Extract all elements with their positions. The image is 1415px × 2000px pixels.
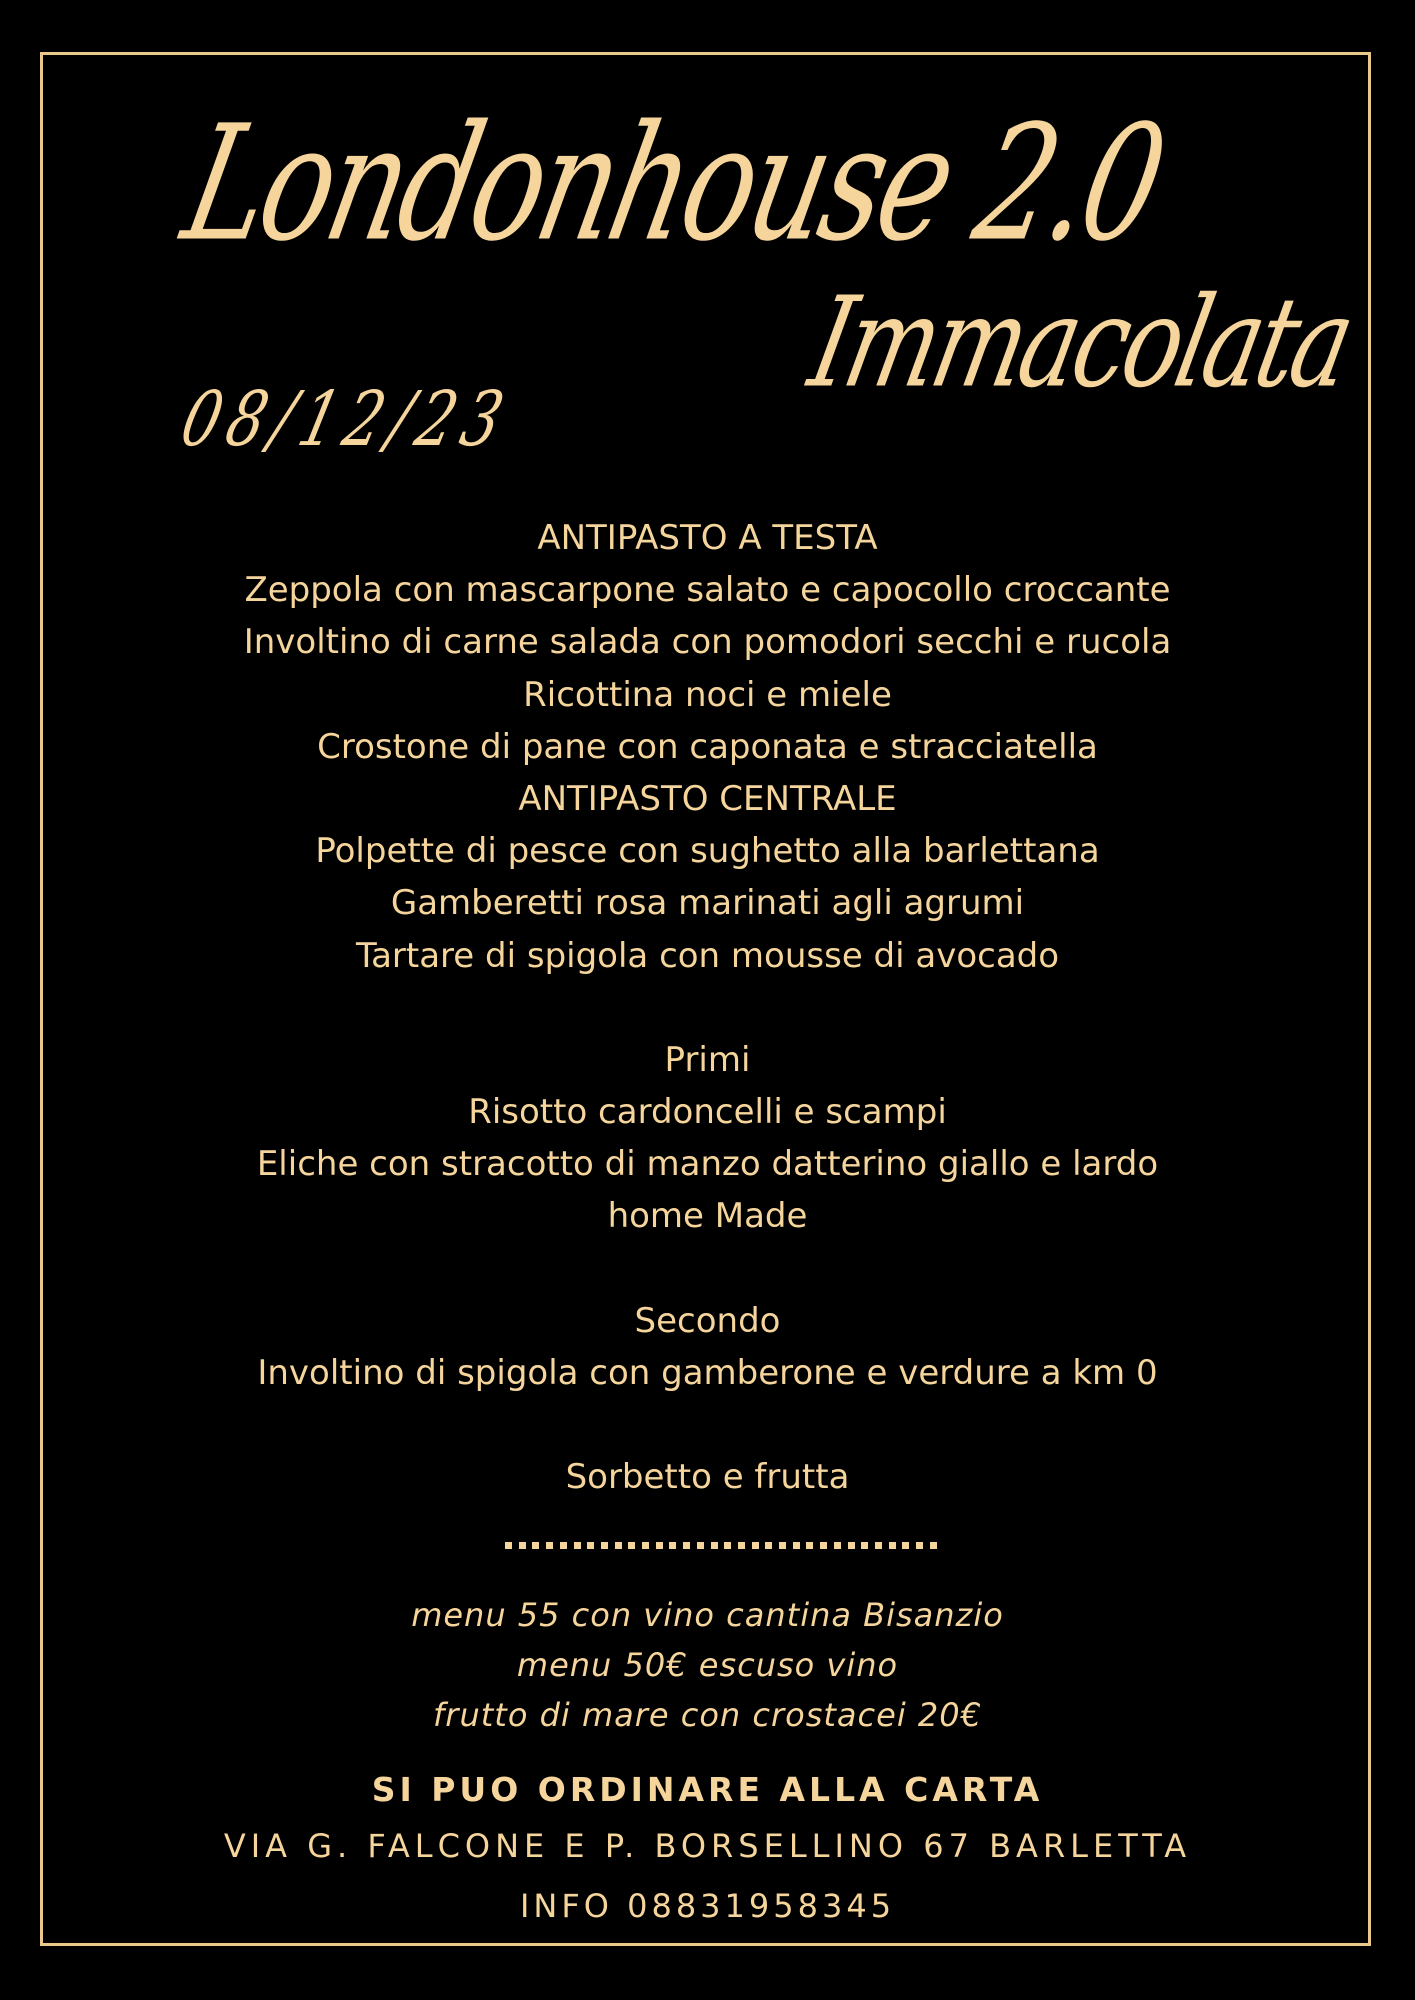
divider-dot bbox=[574, 1542, 581, 1549]
divider-dot bbox=[532, 1542, 539, 1549]
menu-line: ANTIPASTO A TESTA bbox=[537, 518, 878, 558]
price-line: frutto di mare con crostacei 20€ bbox=[433, 1696, 982, 1734]
menu-line: Ricottina noci e miele bbox=[523, 674, 892, 715]
restaurant-address: VIA G. FALCONE E P. BORSELLINO 67 BARLETTA bbox=[223, 1827, 1192, 1865]
divider-dot bbox=[546, 1542, 553, 1549]
divider-dot bbox=[519, 1542, 526, 1549]
divider-dot bbox=[889, 1542, 896, 1549]
divider-dot bbox=[806, 1542, 813, 1549]
divider-dot bbox=[642, 1542, 649, 1549]
divider-dot bbox=[875, 1542, 882, 1549]
divider-dot bbox=[683, 1542, 690, 1549]
divider-dot bbox=[738, 1542, 745, 1549]
divider-dot bbox=[861, 1542, 868, 1549]
divider-dot bbox=[820, 1542, 827, 1549]
contact-phone: INFO 08831958345 bbox=[519, 1887, 896, 1925]
menu-line: ANTIPASTO CENTRALE bbox=[518, 778, 897, 819]
divider-dot bbox=[752, 1542, 759, 1549]
divider-dot bbox=[615, 1542, 622, 1549]
price-list bbox=[0, 1590, 1415, 1740]
divider-dot bbox=[505, 1542, 512, 1549]
menu-line: Eliche con stracotto di manzo datterino giallo e lardo bbox=[256, 1144, 1159, 1185]
menu-line: Polpette di pesce con sughetto alla barlettana bbox=[315, 831, 1100, 872]
divider-dot bbox=[669, 1542, 676, 1549]
menu-line: Sorbetto e frutta bbox=[565, 1457, 850, 1498]
divider-dot bbox=[601, 1542, 608, 1549]
divider-dot bbox=[628, 1542, 635, 1549]
event-title: Immacolata bbox=[799, 270, 1363, 416]
divider-dot bbox=[587, 1542, 594, 1549]
menu-line: home Made bbox=[607, 1196, 808, 1237]
menu-spacer bbox=[0, 982, 1415, 1034]
divider-dot bbox=[779, 1542, 786, 1549]
menu-line: Secondo bbox=[634, 1300, 781, 1341]
menu-line: Gamberetti rosa marinati agli agrumi bbox=[390, 883, 1025, 924]
dotted-divider bbox=[505, 1536, 942, 1556]
order-a-la-carte-note: SI PUO ORDINARE ALLA CARTA bbox=[371, 1770, 1044, 1809]
brand-title: Londonhouse 2.0 bbox=[170, 90, 1177, 277]
menu-spacer bbox=[0, 1399, 1415, 1451]
menu-line: Primi bbox=[664, 1039, 751, 1080]
divider-dot bbox=[724, 1542, 731, 1549]
divider-dot bbox=[834, 1542, 841, 1549]
divider-dot bbox=[560, 1542, 567, 1549]
divider-dot bbox=[765, 1542, 772, 1549]
divider-dot bbox=[697, 1542, 704, 1549]
price-line: menu 50€ escuso vino bbox=[516, 1646, 899, 1684]
divider-dot bbox=[793, 1542, 800, 1549]
menu-line: Involtino di carne salada con pomodori secchi e rucola bbox=[243, 622, 1172, 663]
menu-line: Zeppola con mascarpone salato e capocollo croccante bbox=[244, 570, 1171, 611]
menu-list bbox=[0, 512, 1415, 1504]
divider-dot bbox=[902, 1542, 909, 1549]
menu-line: Tartare di spigola con mousse di avocado bbox=[355, 935, 1060, 976]
menu-spacer bbox=[0, 1243, 1415, 1295]
menu-line: Crostone di pane con caponata e stracciatella bbox=[317, 726, 1098, 767]
price-line: menu 55 con vino cantina Bisanzio bbox=[411, 1596, 1004, 1634]
menu-line: Involtino di spigola con gamberone e verdure a km 0 bbox=[257, 1353, 1158, 1393]
event-date: 08/12/23 bbox=[172, 375, 520, 464]
divider-dot bbox=[930, 1542, 937, 1549]
divider-dot bbox=[916, 1542, 923, 1549]
divider-dot bbox=[711, 1542, 718, 1549]
divider-dot bbox=[848, 1542, 855, 1549]
divider-dot bbox=[656, 1542, 663, 1549]
menu-line: Risotto cardoncelli e scampi bbox=[468, 1092, 947, 1133]
